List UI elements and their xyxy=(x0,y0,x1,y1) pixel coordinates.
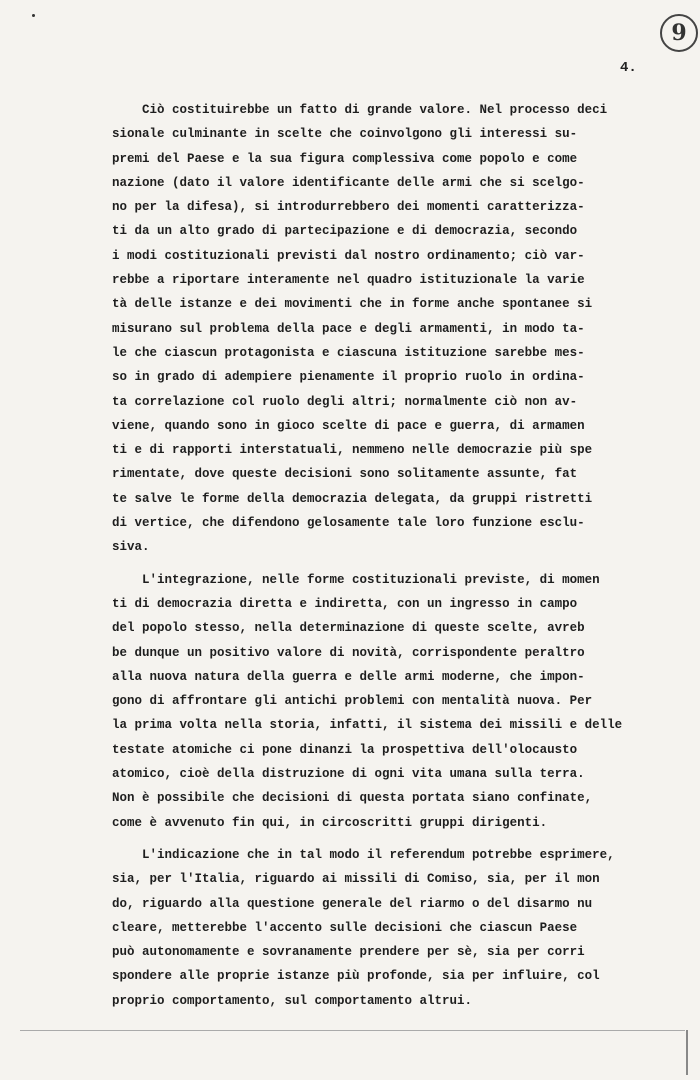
text-line: le che ciascun protagonista e ciascuna istituzione sarebbe mes- xyxy=(112,345,585,360)
text-line: i modi costituzionali previsti dal nostro ordinamento; ciò var- xyxy=(112,248,585,263)
text-line: do, riguardo alla questione generale del riarmo o del disarmo nu xyxy=(112,896,593,911)
text-line: te salve le forme della democrazia delegata, da gruppi ristretti xyxy=(112,491,593,506)
text-line: testate atomiche ci pone dinanzi la prospettiva dell'olocausto xyxy=(112,742,578,757)
paragraph-gap xyxy=(112,560,652,568)
text-line: la prima volta nella storia, infatti, il sistema dei missili e delle xyxy=(112,718,623,733)
text-line: premi del Paese e la sua figura complessiva come popolo e come xyxy=(112,151,578,166)
text-line: del popolo stesso, nella determinazione di queste scelte, avreb xyxy=(112,621,585,636)
text-line: può autonomamente e sovranamente prendere per sè, sia per corri xyxy=(112,945,585,960)
text-line: so in grado di adempiere pienamente il proprio ruolo in ordina- xyxy=(112,370,585,385)
paragraph xyxy=(112,843,652,1013)
page-number: 4. xyxy=(620,60,637,76)
ink-dot xyxy=(32,14,35,17)
text-line: viene, quando sono in gioco scelte di pace e guerra, di armamen xyxy=(112,418,585,433)
text-line: tà delle istanze e dei movimenti che in forme anche spontanee si xyxy=(112,297,593,312)
text-line: ti di democrazia diretta e indiretta, con un ingresso in campo xyxy=(112,596,578,611)
page-stamp: 9 xyxy=(660,14,698,52)
text-line: gono di affrontare gli antichi problemi con mentalità nuova. Per xyxy=(112,694,593,709)
text-line: ta correlazione col ruolo degli altri; normalmente ciò non av- xyxy=(112,394,578,409)
text-line: L'integrazione, nelle forme costituzionali previste, di momen xyxy=(112,572,600,587)
body-text xyxy=(112,98,652,1013)
text-line: Non è possibile che decisioni di questa portata siano confinate, xyxy=(112,791,593,806)
text-line: misurano sul problema della pace e degli armamenti, in modo ta- xyxy=(112,321,585,336)
text-line: L'indicazione che in tal modo il referendum potrebbe esprimere, xyxy=(112,847,615,862)
text-line: atomico, cioè della distruzione di ogni vita umana sulla terra. xyxy=(112,767,585,782)
text-line: nazione (dato il valore identificante delle armi che si scelgo- xyxy=(112,175,585,190)
text-line: sionale culminante in scelte che coinvolgono gli interessi su- xyxy=(112,127,578,142)
text-line: proprio comportamento, sul comportamento altrui. xyxy=(112,993,473,1008)
text-line: di vertice, che difendono gelosamente tale loro funzione esclu- xyxy=(112,516,585,531)
text-line: come è avvenuto fin qui, in circoscritti gruppi dirigenti. xyxy=(112,815,548,830)
bottom-rule xyxy=(20,1030,685,1031)
text-line: sia, per l'Italia, riguardo ai missili di Comiso, sia, per il mon xyxy=(112,872,600,887)
text-line: rebbe a riportare interamente nel quadro istituzionale la varie xyxy=(112,273,585,288)
text-line: no per la difesa), si introdurrebbero dei momenti caratterizza- xyxy=(112,200,585,215)
margin-mark xyxy=(686,1030,688,1075)
text-line: alla nuova natura della guerra e delle armi moderne, che impon- xyxy=(112,669,585,684)
text-line: ti da un alto grado di partecipazione e di democrazia, secondo xyxy=(112,224,578,239)
text-line: siva. xyxy=(112,540,150,555)
paragraph xyxy=(112,98,652,560)
text-line: cleare, metterebbe l'accento sulle decisioni che ciascun Paese xyxy=(112,920,578,935)
text-line: rimentate, dove queste decisioni sono solitamente assunte, fat xyxy=(112,467,578,482)
text-line: Ciò costituirebbe un fatto di grande valore. Nel processo deci xyxy=(112,103,608,117)
text-line: be dunque un positivo valore di novità, corrispondente peraltro xyxy=(112,645,585,660)
paragraph-gap xyxy=(112,835,652,843)
text-line: ti e di rapporti interstatuali, nemmeno nelle democrazie più spe xyxy=(112,443,593,458)
paragraph xyxy=(112,568,652,835)
text-line: spondere alle proprie istanze più profonde, sia per influire, col xyxy=(112,969,600,984)
